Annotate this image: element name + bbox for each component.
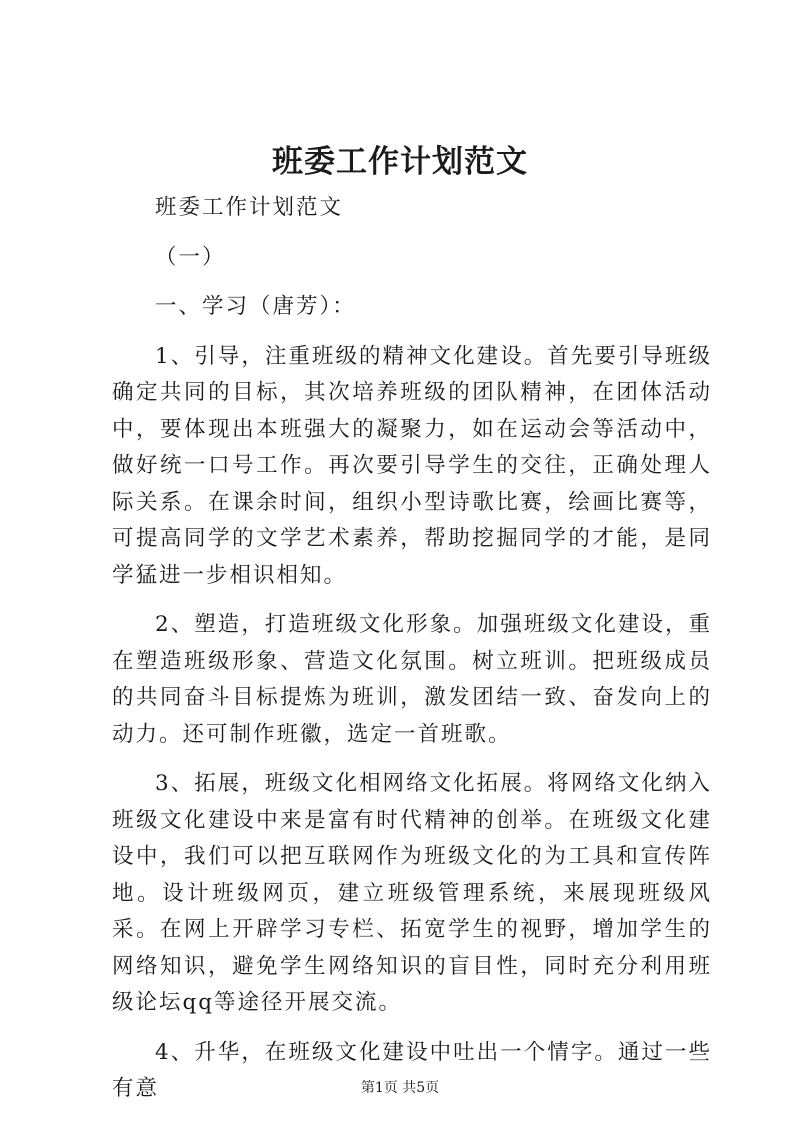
- document-body: [112, 190, 712, 1121]
- paragraph-item-3: 3、拓展，班级文化相网络文化拓展。将网络文化纳入班级文化建设中来是富有时代精神的创举。在班级文化建设中，我们可以把互联网作为班级文化的为工具和宣传阵地。设计班级网页，建立班级管理系统，来展现班级风采。在网上开辟学习专栏、拓宽学生的视野，增加学生的网络知识，避免学生网络知识的盲目性，同时充分利用班级论坛qq等途径开展交流。: [112, 771, 712, 1015]
- paragraph-section-heading: 一、学习（唐芳）：: [155, 294, 356, 319]
- paragraph-item-2: 2、塑造，打造班级文化形象。加强班级文化建设，重在塑造班级形象、营造文化氛围。树立班训。把班级成员的共同奋斗目标提炼为班训，激发团结一致、奋发向上的动力。还可制作班徽，选定一首班歌。: [112, 612, 712, 747]
- paragraph-item-1: 1、引导，注重班级的精神文化建设。首先要引导班级确定共同的目标，其次培养班级的团队精神，在团体活动中，要体现出本班强大的凝聚力，如在运动会等活动中，做好统一口号工作。再次要引导学生的交往，正确处理人际关系。在课余时间，组织小型诗歌比赛，绘画比赛等，可提高同学的文学艺术素养，帮助挖掘同学的才能，是同学猛进一步相识相知。: [112, 343, 712, 588]
- paragraph-section-number: （一）: [155, 244, 226, 270]
- paragraph-subtitle: 班委工作计划范文: [155, 195, 344, 220]
- paragraph-item-4: 4、升华，在班级文化建设中吐出一个情字。通过一些有意: [112, 1039, 712, 1101]
- page-footer: 第1页 共5页: [360, 1080, 440, 1096]
- document-title: 班委工作计划范文: [272, 144, 528, 180]
